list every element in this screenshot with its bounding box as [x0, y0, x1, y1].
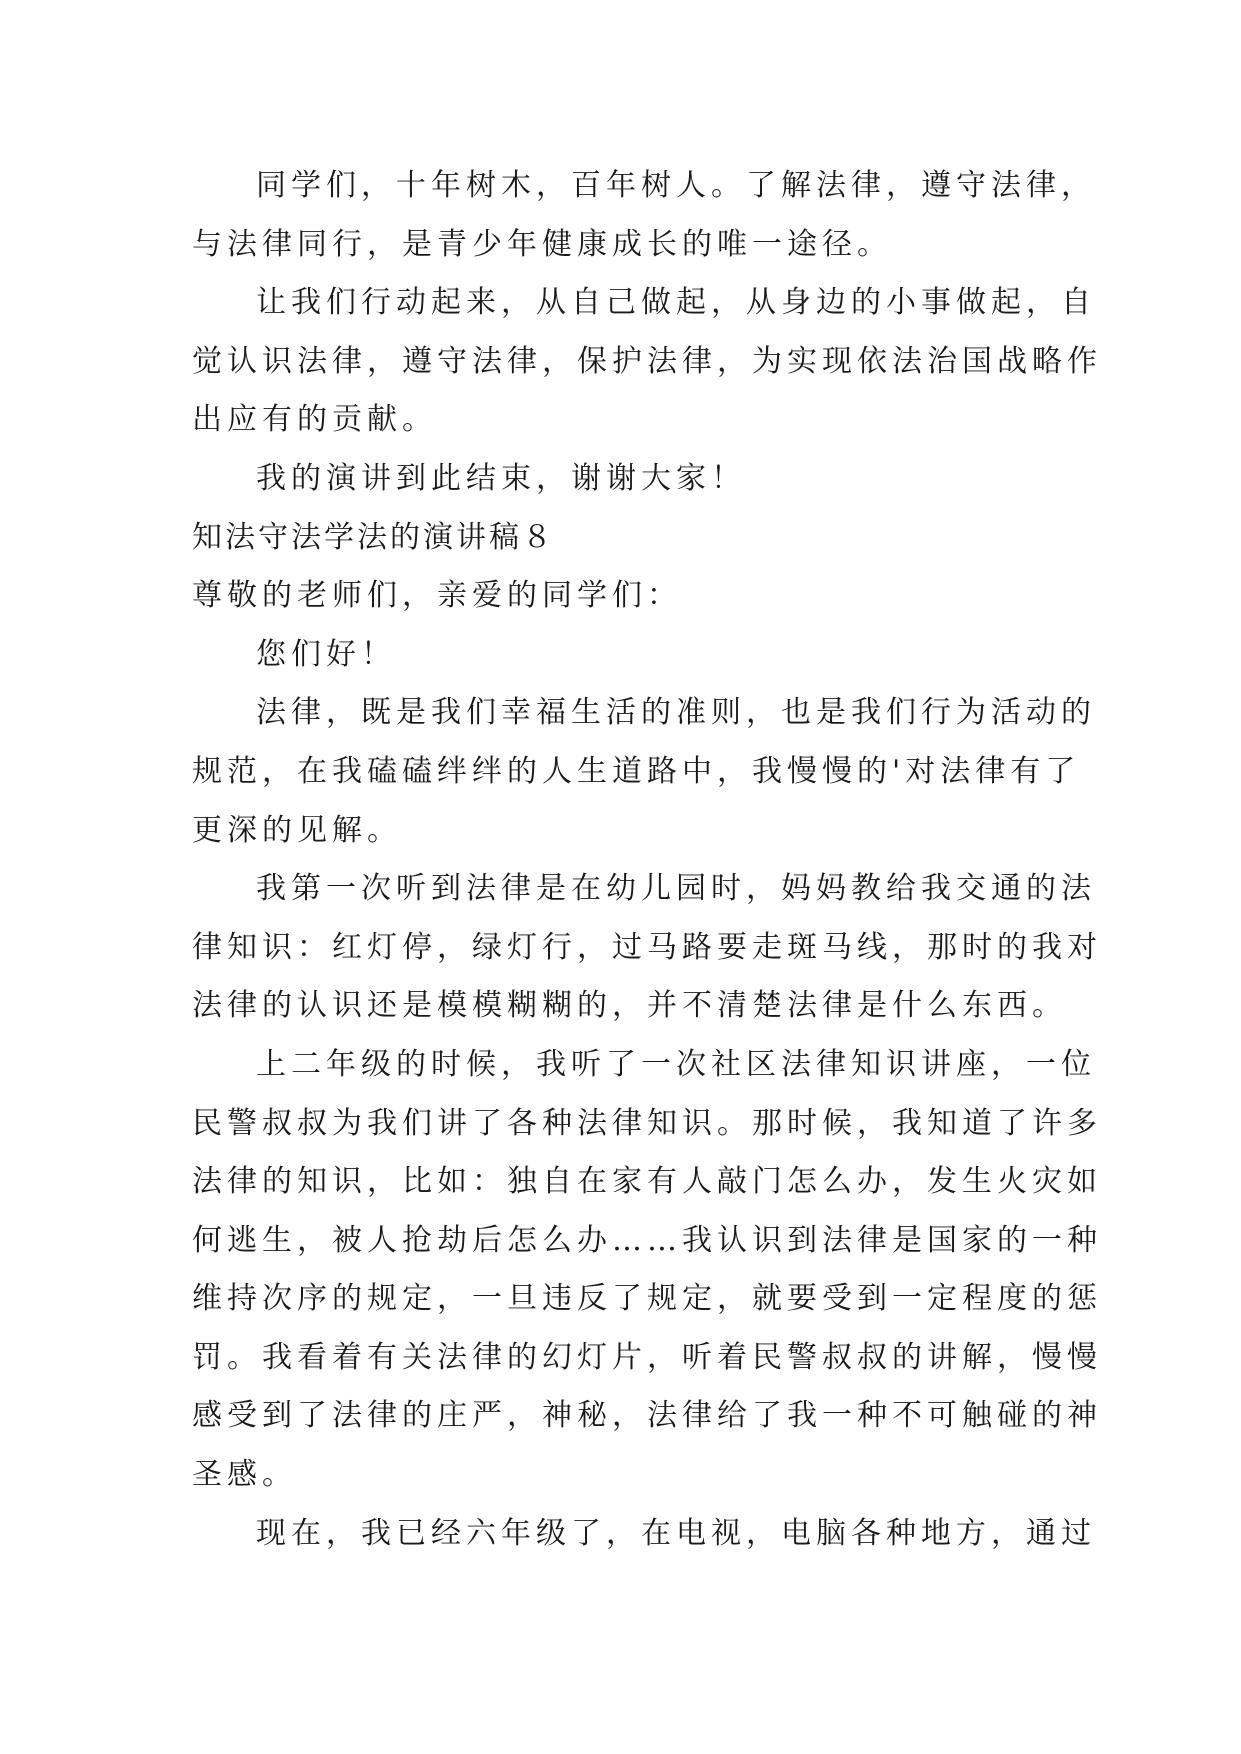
text-line: 法律的知识，比如：独自在家有人敲门怎么办，发生火灾如: [192, 1164, 1102, 1200]
text-line: 让我们行动起来，从自己做起，从身边的小事做起，自: [256, 285, 1096, 321]
text-line: 上二年级的时候，我听了一次社区法律知识讲座，一位: [256, 1046, 1096, 1082]
section-heading: 知法守法学法的演讲稿８: [192, 519, 555, 555]
text-line: 与法律同行，是青少年健康成长的唯一途径。: [192, 226, 892, 262]
text-line: 我第一次听到法律是在幼儿园时，妈妈教给我交通的法: [256, 871, 1096, 907]
text-line: 规范，在我磕磕绊绊的人生道路中，我慢慢的'对法律有了: [192, 753, 1081, 789]
text-line: 觉认识法律，遵守法律，保护法律，为实现依法治国战略作: [192, 343, 1102, 379]
document-body: [192, 157, 1102, 1563]
text-line: 法律的认识还是模模糊糊的，并不清楚法律是什么东西。: [192, 988, 1067, 1024]
text-line: 圣感。: [192, 1457, 297, 1493]
text-line: 法律，既是我们幸福生活的准则，也是我们行为活动的: [256, 695, 1096, 731]
text-line: 民警叔叔为我们讲了各种法律知识。那时候，我知道了许多: [192, 1105, 1102, 1141]
text-line: 现在，我已经六年级了，在电视，电脑各种地方，通过: [256, 1515, 1096, 1551]
text-line: 更深的见解。: [192, 812, 402, 848]
text-line: 出应有的贡献。: [192, 402, 437, 438]
text-line: 同学们，十年树木，百年树人。了解法律，遵守法律，: [256, 168, 1096, 203]
text-line: 罚。我看着有关法律的幻灯片，听着民警叔叔的讲解，慢慢: [192, 1339, 1102, 1375]
text-line: 何逃生，被人抢劫后怎么办……我认识到法律是国家的一种: [192, 1222, 1102, 1258]
text-line: 律知识：红灯停，绿灯行，过马路要走斑马线，那时的我对: [192, 929, 1102, 965]
text-line: 感受到了法律的庄严，神秘，法律给了我一种不可触碰的神: [192, 1398, 1102, 1434]
text-line: 维持次序的规定，一旦违反了规定，就要受到一定程度的惩: [192, 1281, 1102, 1317]
text-line: 您们好！: [256, 636, 396, 672]
text-line: 我的演讲到此结束，谢谢大家！: [256, 460, 746, 496]
text-line: 尊敬的老师们，亲爱的同学们：: [192, 578, 682, 614]
